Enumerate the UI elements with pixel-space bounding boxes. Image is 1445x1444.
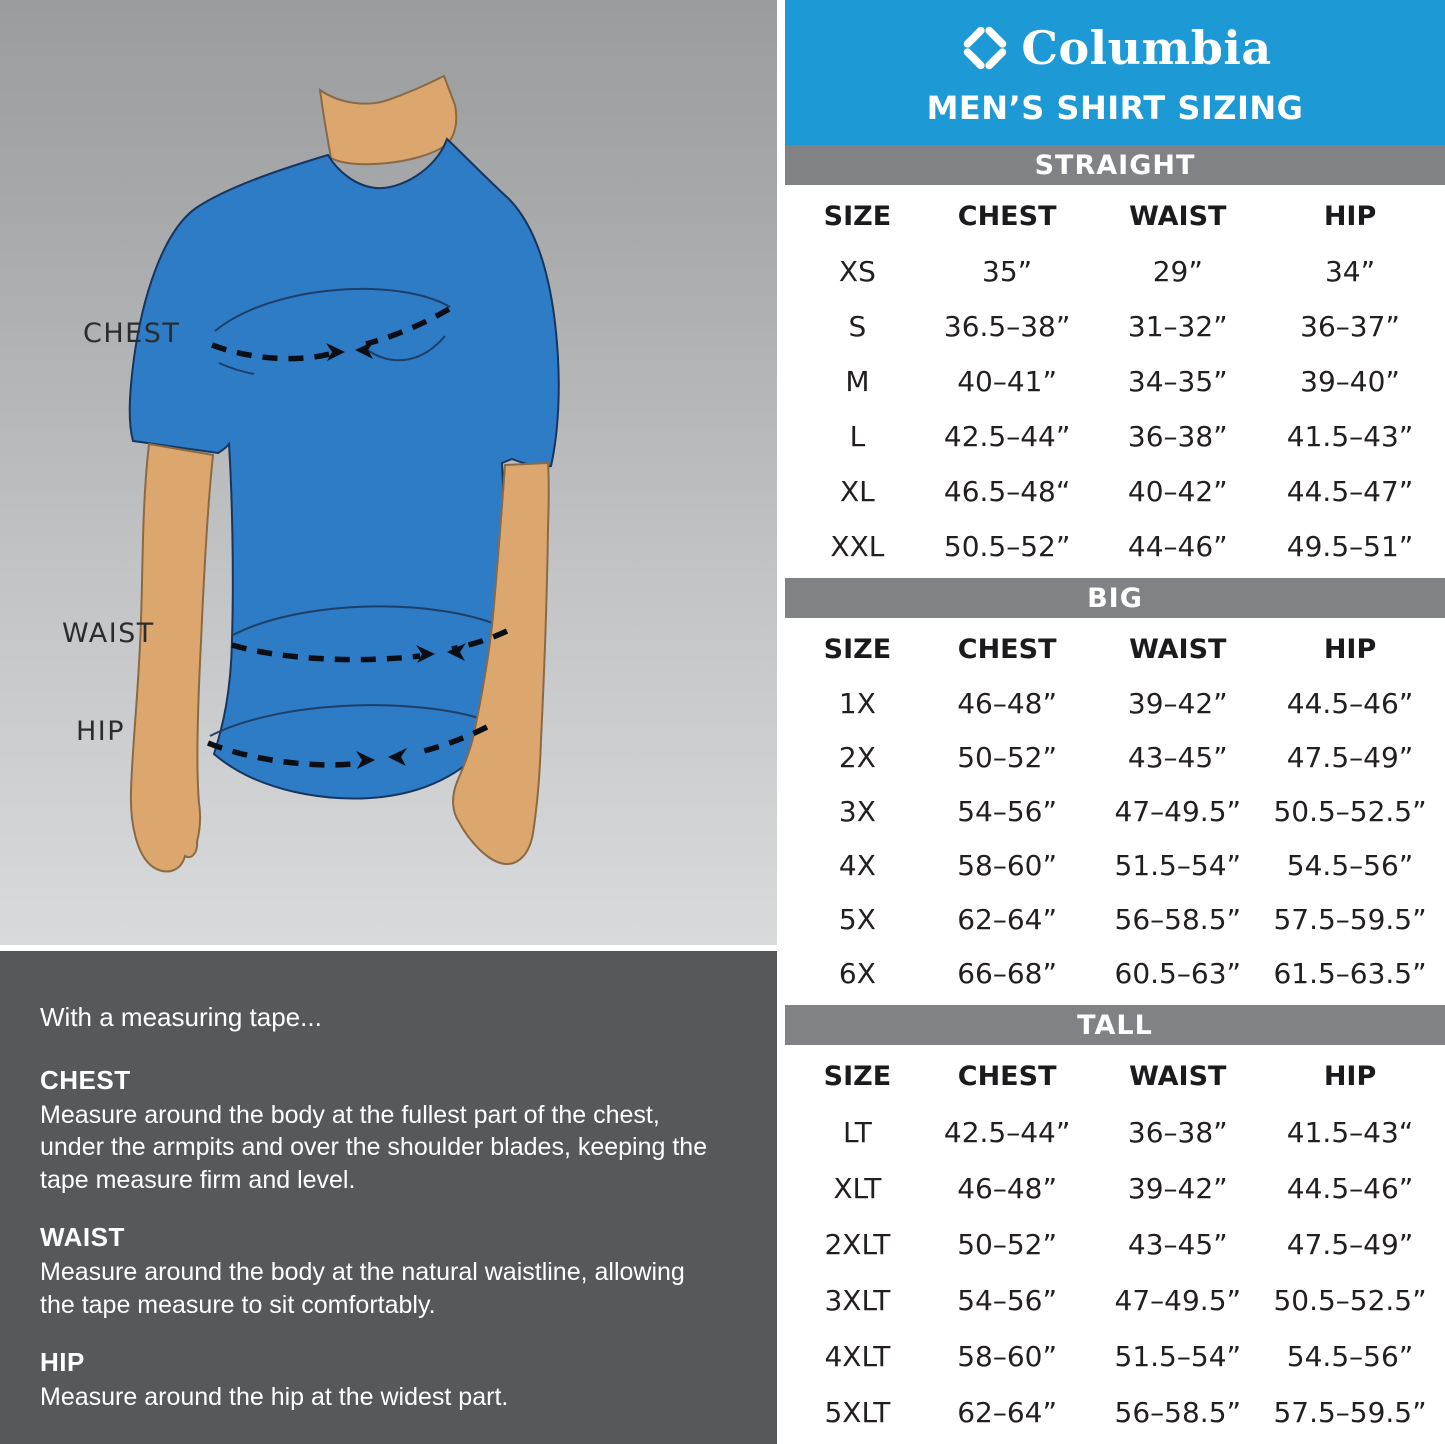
cell-size: M [845,365,870,398]
table-header-row [793,1049,1437,1105]
cell-waist: 43–45” [1127,1228,1228,1261]
cell-chest: 40–41” [957,365,1057,398]
table-header-row [793,622,1437,676]
brand-wordmark: Columbia [1021,20,1272,75]
cell-chest: 54–56” [957,1283,1057,1317]
cell-waist: 43–45” [1127,740,1228,774]
cell-hip: 49.5–51” [1286,530,1414,563]
cell-size: 1X [838,686,876,720]
cell-size: 2XLT [824,1228,891,1261]
hip-instruction-heading: HIP [40,1347,85,1378]
cell-hip: 41.5–43“ [1286,1116,1414,1150]
measuring-instructions-panel [0,951,777,1444]
cell-size: 3X [838,794,876,828]
hip-label: HIP [76,716,126,747]
column-header-waist: WAIST [1129,201,1227,232]
cell-size: XLT [833,1172,882,1206]
cell-chest: 50–52” [957,1228,1057,1261]
sizing-table-straight [785,185,1445,578]
cell-waist: 34–35” [1127,365,1228,398]
sizing-table-tall [785,1045,1445,1444]
cell-chest: 36.5–38” [943,310,1071,343]
cell-size: 6X [838,957,876,991]
table-row [793,1105,1437,1161]
table-row [793,1272,1437,1328]
table-row [793,299,1437,354]
cell-chest: 50.5–52” [943,530,1071,563]
columbia-gem-icon [958,21,1012,75]
table-row [793,1217,1437,1273]
hip-instruction-body: Measure around the hip at the widest part. [40,1383,509,1412]
column-header-size: SIZE [823,633,892,665]
section-header-big: BIG [785,578,1445,618]
column-header-waist: WAIST [1129,633,1227,665]
cell-chest: 66–68” [957,957,1057,991]
table-row [793,409,1437,464]
cell-hip: 54.5–56” [1286,1339,1414,1373]
cell-hip: 39–40” [1300,365,1400,398]
cell-waist: 31–32” [1127,310,1228,343]
page-title: MEN’S SHIRT SIZING [926,88,1304,127]
cell-chest: 58–60” [957,1339,1057,1373]
table-row [793,839,1437,893]
cell-size: XXL [830,530,885,563]
cell-size: 5X [838,903,876,937]
cell-size: 4X [838,849,876,883]
table-row [793,464,1437,519]
cell-waist: 36–38” [1127,420,1228,453]
cell-chest: 42.5–44” [943,1116,1071,1150]
table-row [793,893,1437,947]
sizing-panel [785,0,1445,1444]
cell-size: 5XLT [824,1395,891,1429]
column-header-chest: CHEST [957,1061,1057,1093]
measurement-illustration-panel [0,0,777,945]
table-row [793,1328,1437,1384]
cell-size: LT [842,1116,872,1150]
cell-hip: 41.5–43” [1286,420,1414,453]
table-row [793,354,1437,409]
cell-size: 3XLT [824,1283,891,1317]
column-header-waist: WAIST [1129,1061,1227,1093]
cell-waist: 44–46” [1127,530,1228,563]
cell-hip: 50.5–52.5” [1273,794,1427,828]
cell-hip: 57.5–59.5” [1273,903,1427,937]
table-row [793,1384,1437,1440]
cell-hip: 47.5–49” [1286,740,1414,774]
cell-waist: 36–38” [1127,1116,1228,1150]
cell-hip: 50.5–52.5” [1273,1283,1427,1317]
cell-chest: 42.5–44” [943,420,1071,453]
cell-hip: 61.5–63.5” [1273,957,1427,991]
cell-size: 2X [838,740,876,774]
table-row [793,947,1437,1001]
cell-hip: 34” [1324,255,1376,288]
sizing-table-big [785,618,1445,1005]
table-row [793,730,1437,784]
cell-waist: 29” [1152,255,1203,288]
cell-hip: 44.5–47” [1286,475,1414,508]
table-row [793,676,1437,730]
cell-waist: 51.5–54” [1114,849,1242,883]
columbia-logo [958,21,1271,75]
cell-chest: 62–64” [957,903,1057,937]
column-header-size: SIZE [823,1061,892,1093]
cell-waist: 47–49.5” [1114,1283,1242,1317]
cell-hip: 36–37” [1300,310,1400,343]
cell-size: 4XLT [824,1339,891,1373]
section-header-straight: STRAIGHT [785,145,1445,185]
column-header-size: SIZE [823,201,892,232]
cell-hip: 44.5–46” [1286,686,1414,720]
table-row [793,244,1437,299]
table-header-row [793,189,1437,244]
instructions-intro: With a measuring tape... [40,1002,322,1032]
cell-chest: 58–60” [957,849,1057,883]
cell-size: L [849,420,866,453]
cell-waist: 60.5–63” [1114,957,1242,991]
cell-waist: 56–58.5” [1114,903,1242,937]
cell-size: S [848,310,867,343]
cell-waist: 39–42” [1127,1172,1228,1206]
column-header-hip: HIP [1323,201,1377,232]
cell-hip: 57.5–59.5” [1273,1395,1427,1429]
brand-header [785,0,1445,145]
chest-instruction-body: Measure around the body at the fullest part of the chest, under the armpits and over the shoulder blades, keeping the tape measure firm and level. [40,1100,708,1194]
cell-chest: 62–64” [957,1395,1057,1429]
chest-label: CHEST [83,318,181,349]
cell-waist: 51.5–54” [1114,1339,1242,1373]
table-row [793,784,1437,838]
cell-hip: 54.5–56” [1286,849,1414,883]
waist-instruction-heading: WAIST [40,1222,125,1253]
column-header-hip: HIP [1323,1061,1377,1093]
figure-neck [320,76,456,164]
waist-instruction-body: Measure around the body at the natural waistline, allowing the tape measure to sit comfortably. [40,1258,685,1319]
table-row [793,1161,1437,1217]
column-header-chest: CHEST [957,201,1057,232]
cell-waist: 47–49.5” [1114,794,1242,828]
cell-size: XL [840,475,875,508]
figure-left-arm [131,444,213,871]
column-header-hip: HIP [1323,633,1377,665]
section-header-tall: TALL [785,1005,1445,1045]
table-row [793,519,1437,574]
cell-chest: 35” [982,255,1033,288]
cell-waist: 40–42” [1127,475,1228,508]
cell-waist: 39–42” [1127,686,1228,720]
cell-size: XS [838,255,876,288]
chest-instruction-heading: CHEST [40,1064,131,1095]
column-header-chest: CHEST [957,633,1057,665]
cell-hip: 47.5–49” [1286,1228,1414,1261]
body-measurement-figure [0,0,777,945]
cell-chest: 46–48” [957,1172,1057,1206]
cell-hip: 44.5–46” [1286,1172,1414,1206]
cell-waist: 56–58.5” [1114,1395,1242,1429]
cell-chest: 54–56” [957,794,1057,828]
cell-chest: 50–52” [957,740,1057,774]
cell-chest: 46.5–48“ [943,475,1071,508]
cell-chest: 46–48” [957,686,1057,720]
waist-label: WAIST [62,618,155,649]
